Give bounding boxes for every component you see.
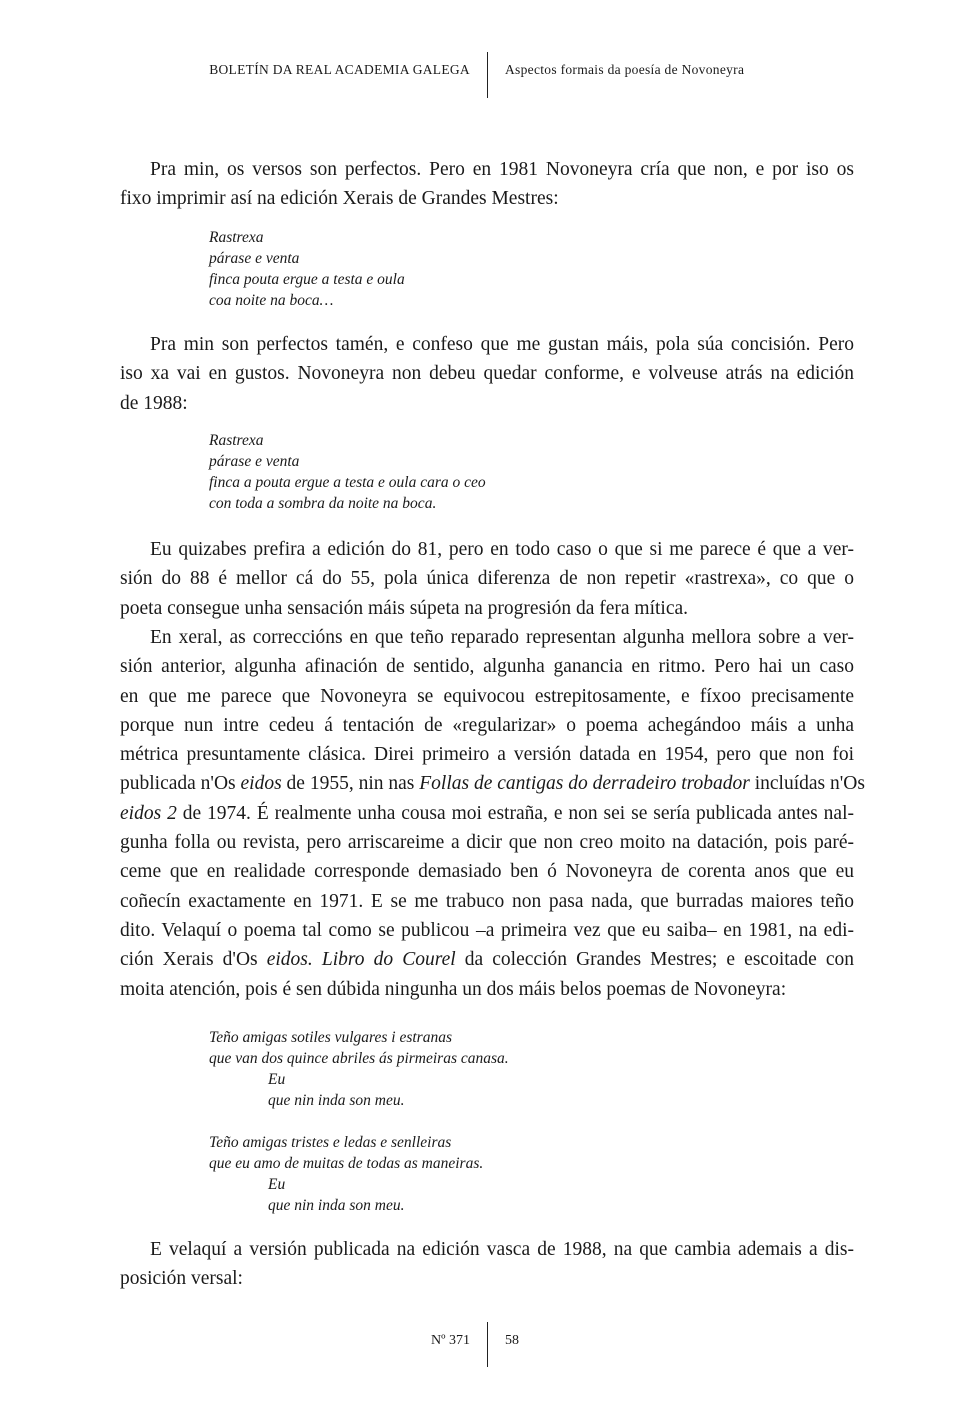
verse-line: que van dos quince abriles ás pirmeiras canasa. bbox=[209, 1050, 509, 1067]
verse-line: párase e venta bbox=[209, 453, 300, 470]
verse-line: finca a pouta ergue a testa e oula cara o ceo bbox=[209, 474, 486, 491]
text-run: de 1974. É realmente unha cousa moi estraña, e non sei se sería publicada antes nal- bbox=[176, 802, 854, 824]
verse-line: Rastrexa bbox=[209, 229, 264, 246]
verse-line: coa noite na boca… bbox=[209, 292, 334, 309]
issue-number: Nº 371 bbox=[431, 1333, 470, 1348]
text-line: poeta consegue unha sensación máis súpeta na progresión da fera mítica. bbox=[120, 597, 689, 619]
text-line: fixo imprimir así na edición Xerais de Grandes Mestres: bbox=[120, 188, 559, 210]
poem-1954 bbox=[209, 1027, 509, 1216]
text-line: Pra min, os versos son perfectos. Pero en 1981 Novoneyra cría que non, e por iso os bbox=[150, 159, 854, 180]
text-line: de 1988: bbox=[120, 392, 188, 414]
verse-line: que nin inda son meu. bbox=[268, 1092, 405, 1109]
text-line: iso xa vai en gustos. Novoneyra non debeu quedar conforme, e volveuse atrás na edición bbox=[120, 363, 854, 385]
article-title: Aspectos formais da poesía de Novoneyra bbox=[505, 62, 745, 77]
text-line: porque nun intre cedeu á tentación de «regularizar» o poema achegándoo máis a unha bbox=[120, 714, 854, 736]
text-line: ceme que en realidade corresponde demasiado ben ó Novoneyra de corenta anos que eu bbox=[120, 861, 854, 883]
text-line bbox=[120, 769, 865, 798]
header-divider bbox=[487, 52, 488, 98]
verse-line: que eu amo de muitas de todas as maneiras. bbox=[209, 1155, 484, 1172]
text-line: coñecín exactamente en 1971. E se me trabuco non pasa nada, que burradas maiores teño bbox=[120, 890, 854, 912]
text-line: En xeral, as correccións en que teño reparado representan algunha mellora sobre a ver- bbox=[150, 627, 854, 648]
text-line: Pra min son perfectos tamén, e confeso que me gustan máis, pola súa concisión. Pero bbox=[150, 334, 854, 355]
text-line: Eu quizabes prefira a edición do 81, pero en todo caso o que si me parece é que a ver- bbox=[150, 539, 854, 560]
verse-line: Teño amigas tristes e ledas e senlleiras bbox=[209, 1134, 452, 1151]
page-number: 58 bbox=[505, 1333, 519, 1348]
stanza-gap bbox=[209, 1111, 509, 1132]
paragraph-4 bbox=[120, 623, 865, 1004]
paragraph-2 bbox=[120, 330, 854, 418]
verse-line: que nin inda son meu. bbox=[268, 1197, 405, 1214]
verse-line: finca pouta ergue a testa e oula bbox=[209, 271, 405, 288]
journal-title: BOLETÍN DA REAL ACADEMIA GALEGA bbox=[209, 62, 470, 77]
book-title: eidos bbox=[240, 773, 282, 795]
text-line: E velaquí a versión publicada na edición vasca de 1988, na que cambia ademais a dis- bbox=[150, 1239, 854, 1260]
text-line: posición versal: bbox=[120, 1268, 243, 1290]
paragraph-1 bbox=[120, 155, 854, 214]
text-line: gunha folla ou revista, pero arriscareime a dicir que non creo moito na datación, pois paré- bbox=[120, 832, 854, 854]
text-run: publicada n'Os bbox=[120, 773, 241, 795]
book-title: eidos. Libro do Courel bbox=[266, 949, 456, 971]
text-line: métrica presuntamente clásica. Direi primeiro a versión datada en 1954, pero que non foi bbox=[120, 744, 854, 766]
text-run: ción Xerais d'Os bbox=[120, 949, 267, 971]
verse-1988 bbox=[209, 430, 486, 514]
verse-line: párase e venta bbox=[209, 250, 300, 267]
book-title: eidos 2 bbox=[120, 802, 177, 824]
text-line: sión anterior, algunha afinación de sentido, algunha ganancia en ritmo. Pero hai un caso bbox=[120, 656, 854, 678]
verse-line: con toda a sombra da noite na boca. bbox=[209, 495, 437, 512]
verse-line: Rastrexa bbox=[209, 432, 264, 449]
text-run: de 1955, nin nas bbox=[281, 773, 420, 795]
footer-divider bbox=[487, 1322, 488, 1367]
text-run: incluídas n'Os bbox=[749, 773, 865, 795]
text-line: moita atención, pois é sen dúbida ningunha un dos máis belos poemas de Novoneyra: bbox=[120, 978, 787, 1000]
text-line: sión do 88 é mellor cá do 55, pola única diferenza de non repetir «rastrexa», co que o bbox=[120, 568, 854, 590]
book-title: Follas de cantigas do derradeiro trobador bbox=[419, 773, 750, 795]
verse-line: Eu bbox=[268, 1176, 286, 1193]
verse-line: Eu bbox=[268, 1071, 286, 1088]
paragraph-3 bbox=[120, 535, 854, 623]
verse-line: Teño amigas sotiles vulgares i estranas bbox=[209, 1029, 452, 1046]
text-line: en que me parece que Novoneyra se equivocou estrepitosamente, e fíxoo precisamente bbox=[120, 685, 854, 707]
verse-1981 bbox=[209, 227, 405, 311]
text-line bbox=[120, 799, 854, 828]
text-line bbox=[120, 945, 854, 974]
paragraph-5 bbox=[120, 1235, 854, 1294]
text-line: dito. Velaquí o poema tal como se publicou –a primeira vez que eu saiba– en 1981, na edi- bbox=[120, 919, 854, 941]
text-run: da colección Grandes Mestres; e escoitade con bbox=[455, 949, 854, 971]
